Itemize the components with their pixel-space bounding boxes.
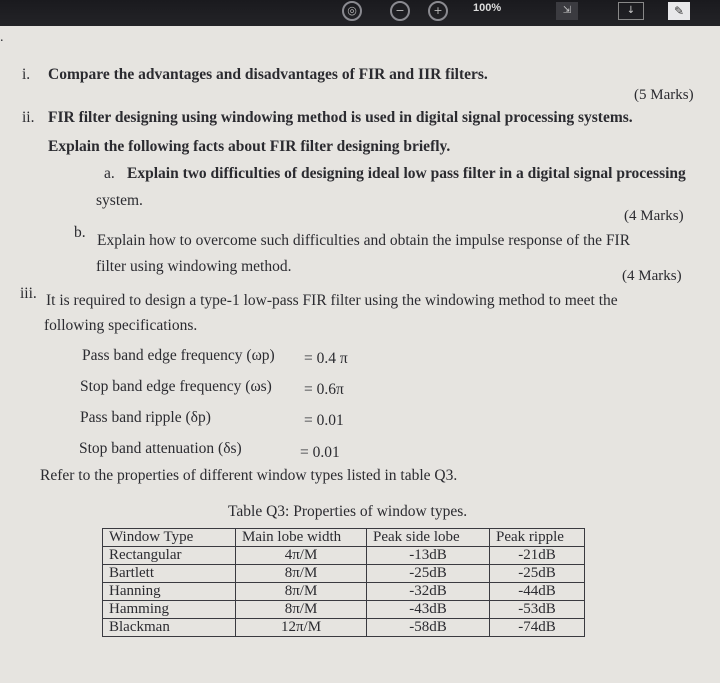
- window-type-cell: Blackman: [103, 619, 236, 637]
- spec-label: Stop band edge frequency (ωs): [80, 378, 272, 395]
- window-type-cell: Hanning: [103, 583, 236, 601]
- side-lobe-cell: -43dB: [367, 601, 490, 619]
- spec-value: = 0.6π: [304, 381, 344, 398]
- qa-line-1: Explain two difficulties of designing ideal low pass filter in a digital signal processing: [127, 165, 686, 182]
- qb-number: b.: [74, 224, 86, 241]
- qa-marks: (4 Marks): [624, 208, 684, 224]
- ripple-cell: -25dB: [490, 565, 585, 583]
- spec-value: = 0.4 π: [304, 350, 348, 367]
- q1-marks: (5 Marks): [634, 87, 694, 103]
- fit-page-icon[interactable]: ⇲: [556, 2, 578, 20]
- window-type-cell: Rectangular: [103, 547, 236, 565]
- qb-line-2: filter using windowing method.: [96, 258, 292, 275]
- main-lobe-cell: 4π/M: [236, 547, 367, 565]
- main-lobe-cell: 8π/M: [236, 583, 367, 601]
- refer-text: Refer to the properties of different window types listed in table Q3.: [40, 467, 458, 484]
- ripple-cell: -44dB: [490, 583, 585, 601]
- download-icon[interactable]: ↓: [618, 2, 644, 20]
- table-row: [103, 565, 585, 583]
- table-row: [103, 583, 585, 601]
- q2-number: ii.: [22, 109, 35, 126]
- window-type-cell: Hamming: [103, 601, 236, 619]
- q1-number: i.: [22, 66, 31, 83]
- table-row: [103, 547, 585, 565]
- table-caption: Table Q3: Properties of window types.: [228, 503, 468, 520]
- main-lobe-cell: 8π/M: [236, 565, 367, 583]
- q3-line-1: It is required to design a type-1 low-pass FIR filter using the windowing method to meet the: [46, 292, 618, 309]
- table-row: [103, 619, 585, 637]
- qb-line-1: Explain how to overcome such difficulties and obtain the impulse response of the FIR: [97, 232, 631, 249]
- spec-value: = 0.01: [300, 444, 340, 461]
- q3-line-2: following specifications.: [44, 317, 198, 334]
- viewer-toolbar: [0, 0, 720, 26]
- q1-text: Compare the advantages and disadvantages of FIR and IIR filters.: [48, 66, 488, 83]
- page-nav-icon[interactable]: ◎: [342, 1, 362, 21]
- qb-marks: (4 Marks): [622, 268, 682, 284]
- header-main-lobe-width: Main lobe width: [236, 529, 367, 547]
- window-type-cell: Bartlett: [103, 565, 236, 583]
- main-lobe-cell: 8π/M: [236, 601, 367, 619]
- header-peak-ripple: Peak ripple: [490, 529, 585, 547]
- ripple-cell: -74dB: [490, 619, 585, 637]
- spec-label: Pass band edge frequency (ωp): [82, 347, 275, 364]
- side-lobe-cell: -13dB: [367, 547, 490, 565]
- spec-value: = 0.01: [304, 412, 344, 429]
- side-lobe-cell: -58dB: [367, 619, 490, 637]
- spec-label: Stop band attenuation (δs): [79, 440, 242, 457]
- window-properties-table: [102, 528, 585, 637]
- side-lobe-cell: -32dB: [367, 583, 490, 601]
- ripple-cell: -21dB: [490, 547, 585, 565]
- q2-line-2: Explain the following facts about FIR filter designing briefly.: [48, 138, 451, 155]
- qa-line-2: system.: [96, 192, 143, 209]
- side-lobe-cell: -25dB: [367, 565, 490, 583]
- main-lobe-cell: 12π/M: [236, 619, 367, 637]
- qa-number: a.: [104, 165, 115, 182]
- q3-number: iii.: [20, 285, 37, 302]
- spec-label: Pass band ripple (δp): [80, 409, 211, 426]
- q2-line-1: FIR filter designing using windowing method is used in digital signal processing systems.: [48, 109, 633, 126]
- zoom-in-icon[interactable]: +: [428, 1, 448, 21]
- comment-icon[interactable]: ✎: [668, 2, 690, 20]
- page-marker: .: [0, 30, 4, 45]
- ripple-cell: -53dB: [490, 601, 585, 619]
- zoom-level[interactable]: 100%: [473, 2, 502, 14]
- table-row: [103, 601, 585, 619]
- header-window-type: Window Type: [103, 529, 236, 547]
- zoom-out-icon[interactable]: −: [390, 1, 410, 21]
- table-header-row: [103, 529, 585, 547]
- header-peak-side-lobe: Peak side lobe: [367, 529, 490, 547]
